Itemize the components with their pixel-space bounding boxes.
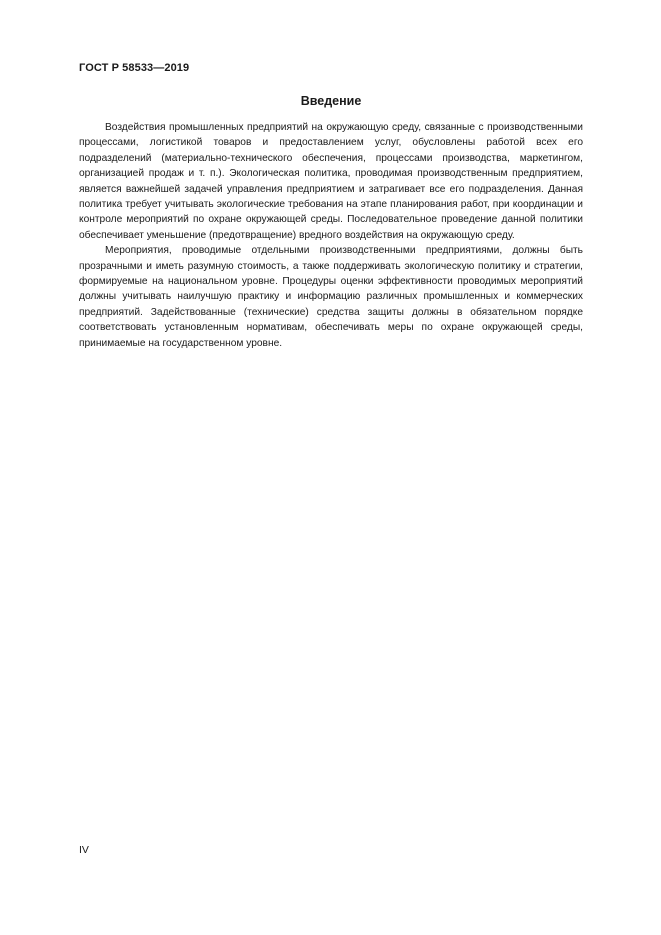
page-number: IV: [79, 844, 89, 856]
introduction-body: [79, 120, 583, 351]
paragraph: Мероприятия, проводимые отдельными производственными предприятиями, должны быть прозрачными и иметь разумную стоимость, а также поддерживать экологическую политику и стратегии, формируемые на национальном уровне. Процедуры оценки эффективности проводимых мероприятий должны учитывать наилучшую практику и информацию различных промышленных и коммерческих предприятий. Задействованные (технические) средства защиты должны в обязательном порядке соответствовать установленным нормативам, обеспечивать меры по охране окружающей среды, принимаемые на государственном уровне.: [79, 245, 583, 349]
paragraph: Воздействия промышленных предприятий на окружающую среду, связанные с производственными процессами, логистикой товаров и предоставлением услуг, обусловлены работой всех его подразделений (материально-технического обеспечения, процессами производства, маркетингом, организацией продаж и т. п.). Экологическая политика, проводимая производственным предприятием, является важнейшей задачей управления предприятием и затрагивает все его подразделения. Данная политика требует учитывать экологические требования на этапе планирования работ, при координации и контроле мероприятий по охране окружающей среды. Последовательное проведение данной политики обеспечивает уменьшение (предотвращение) вредного воздействия на окружающую среду.: [79, 122, 583, 241]
section-title: Введение: [300, 94, 362, 108]
standard-code-header: ГОСТ Р 58533—2019: [79, 62, 190, 74]
